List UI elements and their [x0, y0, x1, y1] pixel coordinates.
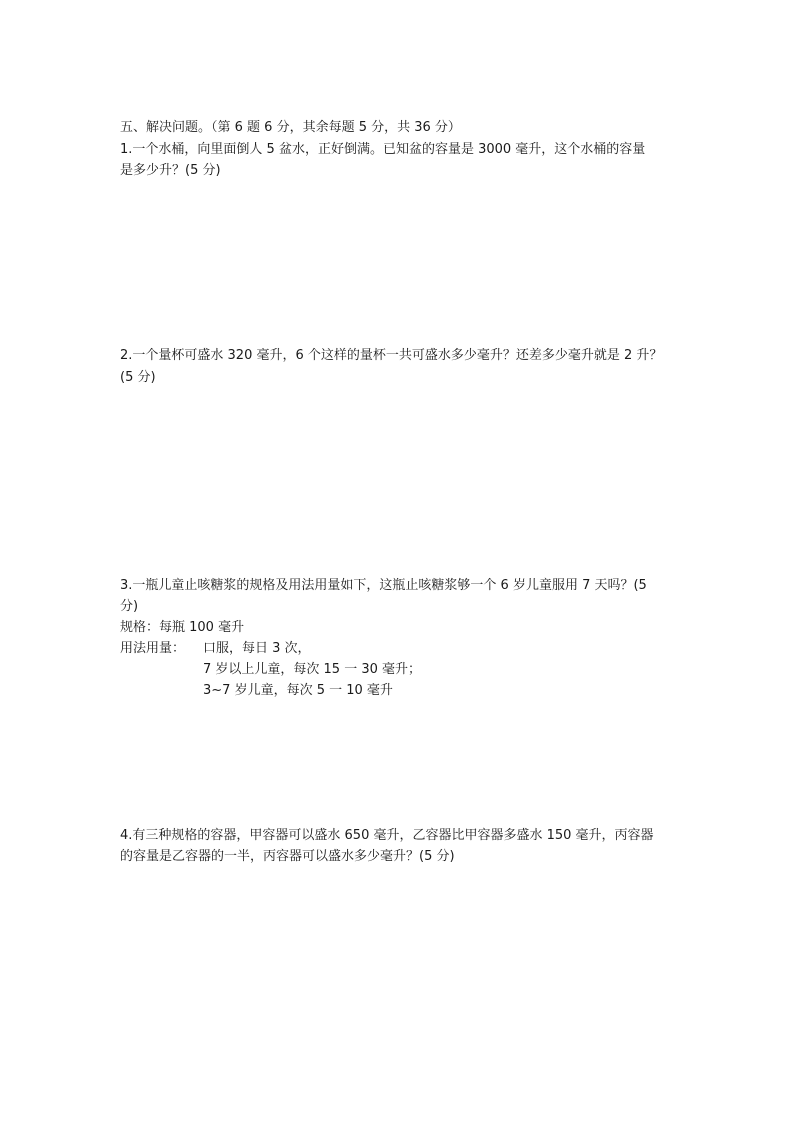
usage-line-3: 3~7 岁儿童，每次 5 一 10 毫升 — [203, 683, 393, 698]
question-4-line-1: 4.有三种规格的容器，甲容器可以盛水 650 毫升，乙容器比甲容器多盛水 150 毫升，丙容器 — [120, 828, 654, 843]
question-1-line-1: 1.一个水桶，向里面倒人 5 盆水，正好倒满。已知盆的容量是 3000 毫升，这个水桶的容量 — [120, 142, 646, 157]
question-2-line-2: (5 分) — [120, 370, 156, 385]
question-3-line-1: 3.一瓶儿童止咳糖浆的规格及用法用量如下，这瓶止咳糖浆够一个 6 岁儿童服用 7 天吗？(5 — [120, 578, 647, 593]
question-3-line-2: 分) — [120, 599, 139, 614]
usage-line-1: 口服，每日 3 次， — [203, 641, 311, 656]
usage-line-2: 7 岁以上儿童，每次 15 一 30 毫升； — [203, 662, 422, 677]
question-1-line-2: 是多少升？(5 分) — [120, 163, 221, 178]
section-heading: 五、解决问题。（第 6 题 6 分，其余每题 5 分，共 36 分） — [120, 120, 461, 135]
question-4-line-2: 的容量是乙容器的一半，丙容器可以盛水多少毫升？(5 分) — [120, 849, 455, 864]
usage-label: 用法用量： — [120, 641, 186, 656]
question-2-line-1: 2.一个量杯可盛水 320 毫升，6 个这样的量杯一共可盛水多少毫升？还差多少毫升就是 2 升？ — [120, 348, 663, 363]
spec-line: 规格：每瓶 100 毫升 — [120, 620, 245, 635]
